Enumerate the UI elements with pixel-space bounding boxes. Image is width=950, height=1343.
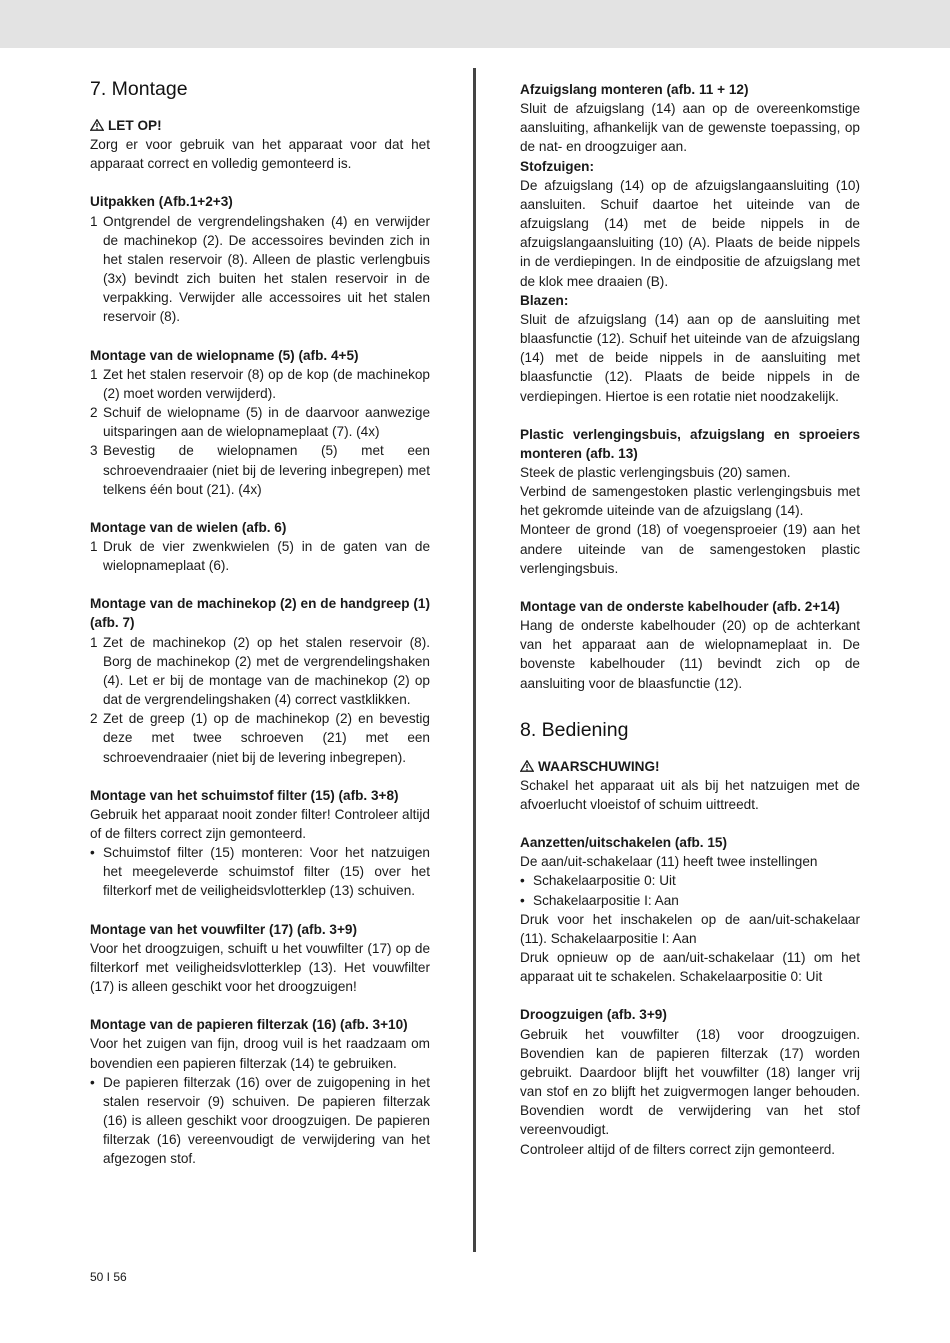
paragraph: Steek de plastic verlengingsbuis (20) samen. xyxy=(520,464,791,480)
onoff-heading: Aanzetten/uitschakelen (afb. 15) xyxy=(520,835,727,851)
warning-label: WAARSCHUWING! xyxy=(538,758,660,774)
dry-heading: Droogzuigen (afb. 3+9) xyxy=(520,1007,667,1023)
plastic-tube-heading: Plastic verlengingsbuis, afzuigslang en sproeiers monteren (afb. 13) xyxy=(520,426,860,461)
onoff-intro: De aan/uit-schakelaar (11) heeft twee instellingen xyxy=(520,854,818,870)
paragraph: Monteer de grond (18) of voegensproeier (19) aan het andere uiteinde van de samengestoken plastic verlengingsbuis. xyxy=(520,522,860,576)
section-title-bediening: 8. Bediening xyxy=(520,718,629,741)
list-item: 2 Zet de greep (1) op de machinekop (2) en bevestig deze met twee schroeven (21) met een schroevendraaier (niet bij de levering inbegrepen). xyxy=(90,711,430,765)
page-header-bar xyxy=(0,0,950,48)
wheels-heading: Montage van de wielen (afb. 6) xyxy=(90,519,287,535)
warning-block xyxy=(90,116,430,173)
paragraph: Gebruik het vouwfilter (18) voor droogzuigen. Bovendien kan de papieren filterzak (17) worden gebruikt. Daardoor blijft het vouwfilter (18) langer vrij van stof en zo blijft het zuigvermogen langer behouden. Bovendien wordt de verwijdering van het stof vereenvoudigt. xyxy=(520,1026,860,1138)
warning-triangle-icon xyxy=(90,119,104,131)
blow-text: Sluit de afzuigslang (14) aan op de aansluiting met blaasfunctie (12). Schuif het uiteinde van de afzuigslang (14) met de beide nippels in de aansluiting met blaasfunctie (12). Plaats de beide nippels in de verdiepingen. Hiertoe is een rotatie niet noodzakelijk. xyxy=(520,311,860,404)
list-item: 1 Zet de machinekop (2) op het stalen reservoir (8). Borg de machinekop (2) met de vergrendelingshaken (4). Let er bij de montage van de machinekop (2) op dat de vergrendelingshaken (4) correct vastklikken. xyxy=(90,634,430,708)
warning-label: LET OP! xyxy=(108,118,162,133)
warning-triangle-icon xyxy=(520,760,534,772)
foam-filter-section xyxy=(90,786,430,901)
bullet-item: • De papieren filterzak (16) over de zuigopening in het stalen reservoir (9) schuiven. De papieren filterzak (16) is alleen geschikt voor droogzuigen. De papieren filterzak (16) vereenvoudigt de verwijdering van het afgezogen stof. xyxy=(90,1074,430,1167)
wheelmount-heading: Montage van de wielopname (5) (afb. 4+5) xyxy=(90,347,359,363)
wheels-section xyxy=(90,518,430,575)
bullet-item: • Schuimstof filter (15) monteren: Voor het natzuigen het meegeleverde schuimstof filter (15) over het filterkorf met de veiligheidsvlotterklep (13) schuiven. xyxy=(90,845,430,899)
foam-filter-heading: Montage van het schuimstof filter (15) (afb. 3+8) xyxy=(90,787,399,803)
paragraph: Verbind de samengestoken plastic verlengingsbuis met het gekromde uiteinde van de afzuigslang (14). xyxy=(520,484,860,519)
warning-text: Schakel het apparaat uit als bij het natzuigen met de afvoerlucht vloeistof of schuim uittreedt. xyxy=(520,777,860,812)
fold-filter-text: Voor het droogzuigen, schuift u het vouwfilter (17) op de filterkorf met veiligheidsvlotterklep (13). Het vouwfilter (17) is alleen geschikt voor het droogzuigen! xyxy=(90,940,430,995)
dry-section xyxy=(520,1005,860,1158)
hose-text: Sluit de afzuigslang (14) aan op de overeenkomstige aansluiting, afhankelijk van de gewenste toepassing, op de nat- en droogzuiger aan. xyxy=(520,101,860,155)
list-item: 1 Zet het stalen reservoir (8) op de kop (de machinekop (2) moet worden verwijderd). xyxy=(90,366,430,401)
fold-filter-heading: Montage van het vouwfilter (17) (afb. 3+9) xyxy=(90,921,358,937)
head-section xyxy=(90,594,430,766)
head-heading: Montage van de machinekop (2) en de handgreep (1) (afb. 7) xyxy=(90,596,430,631)
paper-bag-section xyxy=(90,1015,430,1168)
foam-filter-text: Gebruik het apparaat nooit zonder filter! Controleer altijd of de filters correct zijn gemonteerd. xyxy=(90,806,430,841)
cable-holder-heading: Montage van de onderste kabelhouder (afb. 2+14) xyxy=(520,598,840,614)
wheelmount-section xyxy=(90,346,430,499)
hose-section xyxy=(520,80,860,406)
list-item: 3 Bevestig de wielopnamen (5) met een schroevendraaier (niet bij de levering inbegrepen) met telkens één bout (21). (4x) xyxy=(90,443,430,497)
hose-heading: Afzuigslang monteren (afb. 11 + 12) xyxy=(520,82,749,97)
section-title-montage: 7. Montage xyxy=(90,78,188,100)
left-column xyxy=(90,76,430,1188)
warning-text: Zorg er voor gebruik van het apparaat voor dat het apparaat correct en volledig gemonteerd is. xyxy=(90,137,430,172)
page-number: 50 I 56 xyxy=(90,1270,127,1284)
dust-text: De afzuigslang (14) op de afzuigslangaansluiting (10) aansluiten. Schuif daartoe het uiteinde van de afzuigslang (14) met de beide nippels in de afzuigslangaansluiting (10) (A). Plaats de beide nippels in de verdiepingen. In de eindpositie de afzuigslang met de klok mee draaien (B). xyxy=(520,177,860,289)
bullet-item: • Schakelaarpositie I: Aan xyxy=(520,892,679,908)
paragraph: Controleer altijd of de filters correct zijn gemonteerd. xyxy=(520,1141,836,1157)
warning-heading xyxy=(520,757,860,776)
cable-holder-text: Hang de onderste kabelhouder (20) op de achterkant van het apparaat aan de wielopnameplaat in. De bovenste kabelhouder (11) bevindt zich op de aansluiting voor de blaasfunctie (12). xyxy=(520,618,860,691)
paragraph: Druk opnieuw op de aan/uit-schakelaar (11) om het apparaat uit te schakelen. Schakelaarpositie 0: Uit xyxy=(520,950,860,985)
dust-heading: Stofzuigen: xyxy=(520,158,594,174)
fold-filter-section xyxy=(90,920,430,997)
warning-block xyxy=(520,757,860,814)
paragraph: Druk voor het inschakelen op de aan/uit-schakelaar (11). Schakelaarpositie I: Aan xyxy=(520,911,860,946)
paper-bag-heading: Montage van de papieren filterzak (16) (afb. 3+10) xyxy=(90,1017,408,1033)
cable-holder-section xyxy=(520,597,860,693)
list-item: 2 Schuif de wielopname (5) in de daarvoor aanwezige uitsparingen aan de wielopnameplaat (7). (4x) xyxy=(90,405,430,440)
blow-heading: Blazen: xyxy=(520,292,569,308)
list-item: 1 Druk de vier zwenkwielen (5) in de gaten van de wielopnameplaat (6). xyxy=(90,538,430,574)
list-item: 1 Ontgrendel de vergrendelingshaken (4) en verwijder de machinekop (2). De accessoires bevinden zich in het stalen reservoir (8). Alleen de plastic verlengbuis (3x) bevindt zich buiten het stalen reservoir in de verpakking. Verwijder alle accessoires uit het stalen reservoir (8). xyxy=(90,213,430,325)
right-column xyxy=(520,80,860,1178)
onoff-section xyxy=(520,833,860,986)
plastic-tube-section xyxy=(520,425,860,578)
unpack-heading: Uitpakken (Afb.1+2+3) xyxy=(90,194,233,210)
column-divider xyxy=(473,68,476,1252)
paper-bag-text: Voor het zuigen van fijn, droog vuil is het raadzaam om bovendien een papieren filterzak (14) te gebruiken. xyxy=(90,1036,430,1071)
bullet-item: • Schakelaarpositie 0: Uit xyxy=(520,873,676,889)
warning-heading xyxy=(90,116,430,135)
unpack-section xyxy=(90,192,430,326)
